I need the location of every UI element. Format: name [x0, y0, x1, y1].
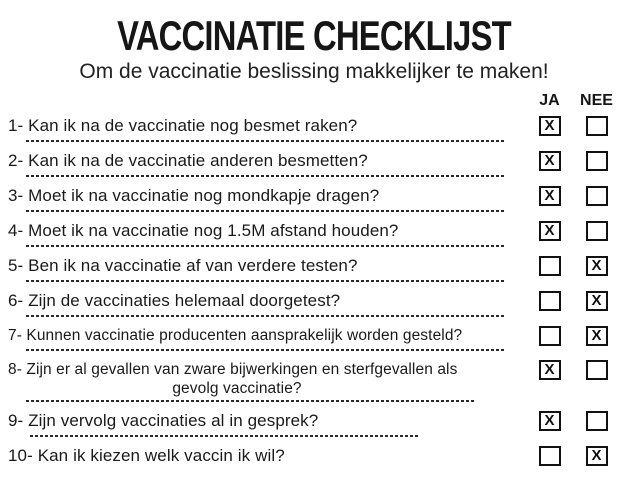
checkbox-ja[interactable]: X — [539, 186, 561, 206]
nee-column — [573, 186, 620, 206]
question-label: 5- Ben ik na vaccinatie af van verdere testen? — [8, 256, 358, 275]
checkbox-ja[interactable] — [539, 291, 561, 311]
nee-column — [573, 291, 620, 311]
checklist-row — [8, 326, 620, 351]
question-cell — [8, 151, 526, 177]
question-label: 2- Kan ik na de vaccinatie anderen besmetten? — [8, 151, 368, 170]
ja-column — [526, 151, 573, 171]
checkbox-nee[interactable] — [586, 360, 608, 380]
divider — [26, 245, 504, 247]
nee-column — [573, 151, 620, 171]
column-header-ja: JA — [539, 92, 560, 109]
ja-column — [526, 326, 573, 346]
checkbox-ja[interactable]: X — [539, 360, 561, 380]
divider — [26, 175, 504, 177]
ja-column — [526, 411, 573, 431]
column-headers — [8, 93, 620, 109]
question-cell — [8, 186, 526, 212]
nee-column — [573, 256, 620, 276]
question-cell — [8, 116, 526, 142]
question-label: 3- Moet ik na vaccinatie nog mondkapje dragen? — [8, 186, 380, 205]
question-cell — [8, 326, 526, 351]
ja-column — [526, 291, 573, 311]
question-label: 8- Zijn er al gevallen van zware bijwerkingen en sterfgevallen als — [8, 361, 458, 378]
checklist-row — [8, 221, 620, 247]
nee-column — [573, 326, 620, 346]
question-cell — [8, 411, 526, 437]
divider — [26, 400, 476, 402]
checkbox-ja[interactable] — [539, 256, 561, 276]
ja-column — [526, 360, 573, 380]
checklist-row — [8, 116, 620, 142]
checkbox-ja[interactable] — [539, 446, 561, 466]
checklist-row — [8, 291, 620, 317]
checklist-row — [8, 151, 620, 177]
question-label: 10- Kan ik kiezen welk vaccin ik wil? — [8, 446, 285, 465]
checkbox-nee[interactable] — [586, 151, 608, 171]
ja-column — [526, 116, 573, 136]
question-label: 1- Kan ik na de vaccinatie nog besmet raken? — [8, 116, 358, 135]
checkbox-ja[interactable]: X — [539, 151, 561, 171]
question-label: 9- Zijn vervolg vaccinaties al in gesprek? — [8, 411, 319, 430]
ja-column — [526, 446, 573, 466]
divider — [26, 280, 504, 282]
divider — [26, 315, 504, 317]
checkbox-nee[interactable] — [586, 186, 608, 206]
question-cell — [8, 256, 526, 282]
checklist-row — [8, 360, 620, 402]
nee-column — [573, 411, 620, 431]
question-cell — [8, 221, 526, 247]
ja-column — [526, 186, 573, 206]
column-header-nee: NEE — [580, 92, 613, 109]
ja-column — [526, 221, 573, 241]
divider — [26, 140, 504, 142]
question-label-line2: gevolg vaccinatie? — [172, 380, 302, 397]
divider — [26, 210, 504, 212]
question-cell — [8, 291, 526, 317]
nee-column — [573, 446, 620, 466]
checklist-row — [8, 411, 620, 437]
nee-column — [573, 221, 620, 241]
nee-column — [573, 116, 620, 136]
question-cell — [8, 446, 526, 472]
question-label: 6- Zijn de vaccinaties helemaal doorgetest? — [8, 291, 341, 310]
checkbox-nee[interactable]: X — [586, 446, 608, 466]
checkbox-ja[interactable]: X — [539, 411, 561, 431]
checkbox-nee[interactable] — [586, 411, 608, 431]
checkbox-ja[interactable]: X — [539, 221, 561, 241]
checkbox-nee[interactable]: X — [586, 256, 608, 276]
page-title: VACCINATIE CHECKLIJST — [117, 12, 511, 59]
checkbox-ja[interactable] — [539, 326, 561, 346]
divider — [26, 349, 504, 351]
divider — [26, 470, 504, 472]
divider — [30, 435, 418, 437]
page-subtitle: Om de vaccinatie beslissing makkelijker te maken! — [79, 60, 549, 83]
checkbox-nee[interactable] — [586, 116, 608, 136]
nee-column — [573, 360, 620, 380]
checkbox-ja[interactable]: X — [539, 116, 561, 136]
checkbox-nee[interactable]: X — [586, 291, 608, 311]
question-label: 4- Moet ik na vaccinatie nog 1.5M afstand houden? — [8, 221, 399, 240]
checklist-row — [8, 446, 620, 472]
question-cell — [8, 360, 526, 402]
checkbox-nee[interactable]: X — [586, 326, 608, 346]
checklist-row — [8, 256, 620, 282]
ja-column — [526, 256, 573, 276]
checklist-row — [8, 186, 620, 212]
question-label: 7- Kunnen vaccinatie producenten aansprakelijk worden gesteld? — [8, 327, 463, 344]
checkbox-nee[interactable] — [586, 221, 608, 241]
